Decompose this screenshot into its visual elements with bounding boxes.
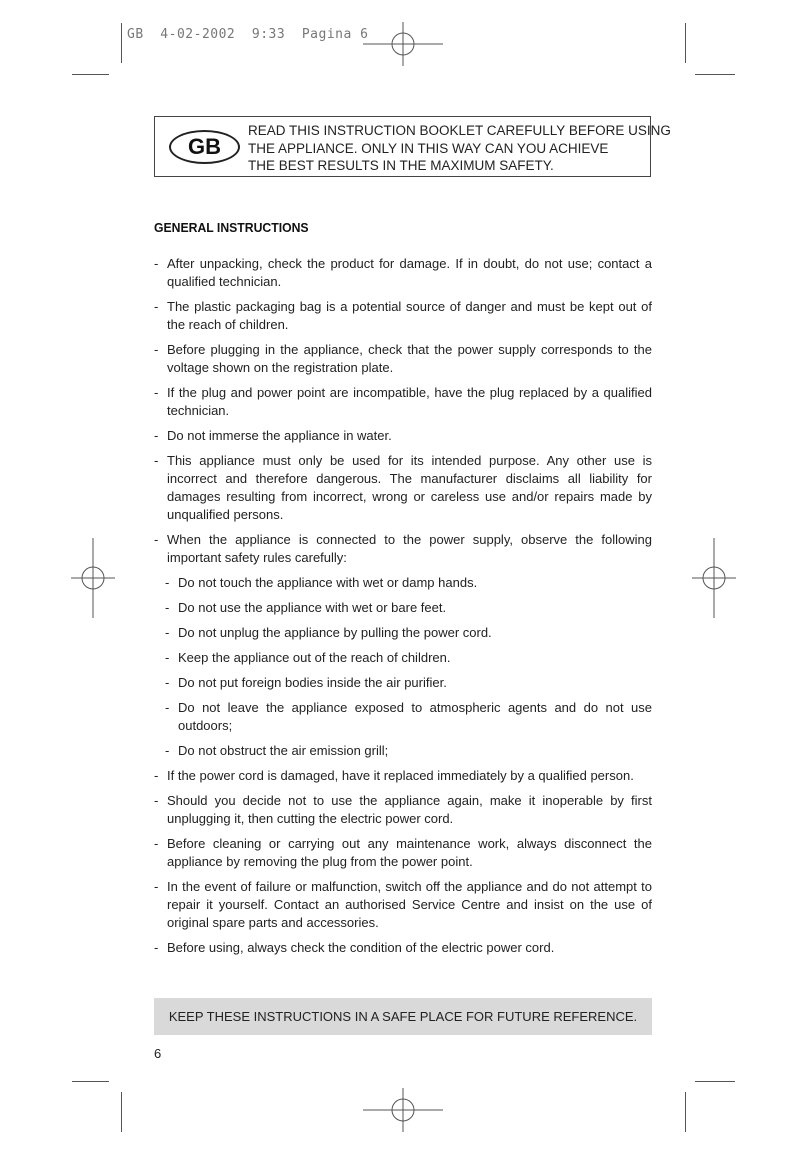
section-heading: GENERAL INSTRUCTIONS [154, 220, 309, 235]
registration-mark-top [363, 22, 443, 66]
crop-mark [685, 1092, 686, 1132]
list-item-text: Do not obstruct the air emission grill; [178, 743, 389, 758]
sub-list-item: - Keep the appliance out of the reach of children. [165, 650, 451, 665]
list-item-text: In the event of failure or malfunction, switch off the appliance and do not attempt to repair it yourself. Contact an authorised Service Centre and insist on the use of original spare parts and accessories. [167, 879, 652, 930]
list-item-text: Do not unplug the appliance by pulling the power cord. [178, 625, 492, 640]
list-item-text: When the appliance is connected to the power supply, observe the following important safety rules carefully: [167, 532, 652, 565]
list-item: - This appliance must only be used for its intended purpose. Any other use is incorrect and therefore dangerous. The manufacturer disclaims all liability for damages resulting from incorrect, wrong or careless use and/or repairs made by unqualified persons. [154, 453, 652, 522]
sub-list-item: - Do not put foreign bodies inside the air purifier. [165, 675, 447, 690]
notice-line: THE BEST RESULTS IN THE MAXIMUM SAFETY. [248, 158, 554, 173]
sub-list-item: - Do not unplug the appliance by pulling the power cord. [165, 625, 492, 640]
read-instructions-notice [154, 116, 671, 177]
notice-line: THE APPLIANCE. ONLY IN THIS WAY CAN YOU ACHIEVE [248, 140, 609, 156]
crop-mark [121, 1092, 122, 1132]
registration-mark-right [692, 538, 736, 618]
list-item: - If the power cord is damaged, have it replaced immediately by a qualified person. [154, 768, 634, 783]
instruction-list [154, 255, 652, 964]
list-item-text: Do not leave the appliance exposed to atmospheric agents and do not use outdoors; [178, 700, 652, 733]
list-item-text: This appliance must only be used for its intended purpose. Any other use is incorrect and therefore dangerous. The manufacturer disclaims all liability for damages resulting from incorrect, wrong or careless use and/or repairs made by unqualified persons. [167, 453, 652, 522]
list-item-text: If the plug and power point are incompatible, have the plug replaced by a qualified technician. [167, 385, 652, 418]
sub-list-item: - Do not use the appliance with wet or bare feet. [165, 600, 447, 615]
list-item: - After unpacking, check the product for damage. If in doubt, do not use; contact a qualified technician. [154, 256, 652, 289]
page-number: 6 [154, 1046, 162, 1061]
registration-mark-left [71, 538, 115, 618]
list-item-text: If the power cord is damaged, have it replaced immediately by a qualified person. [167, 768, 634, 783]
sub-list-item: - Do not leave the appliance exposed to atmospheric agents and do not use outdoors; [165, 700, 652, 733]
print-slug: GB 4-02-2002 9:33 Pagina 6 [127, 27, 369, 42]
registration-mark-bottom [363, 1088, 443, 1132]
list-item: - The plastic packaging bag is a potential source of danger and must be kept out of the reach of children. [154, 299, 652, 332]
list-item-text: Do not immerse the appliance in water. [167, 428, 392, 443]
crop-mark [695, 74, 735, 75]
list-item-text: Before cleaning or carrying out any maintenance work, always disconnect the appliance by removing the plug from the power point. [167, 836, 652, 869]
crop-mark [72, 1081, 109, 1082]
list-item: - Before cleaning or carrying out any maintenance work, always disconnect the appliance by removing the plug from the power point. [154, 836, 652, 869]
list-item: - Before plugging in the appliance, check that the power supply corresponds to the voltage shown on the registration plate. [154, 342, 652, 375]
list-item-text: Before using, always check the condition of the electric power cord. [167, 940, 555, 955]
crop-mark [695, 1081, 735, 1082]
list-item-text: Do not put foreign bodies inside the air purifier. [178, 675, 447, 690]
crop-mark [685, 23, 686, 63]
notice-line: READ THIS INSTRUCTION BOOKLET CAREFULLY BEFORE USING [248, 123, 671, 138]
language-badge: GB [169, 130, 240, 164]
list-item-text: After unpacking, check the product for damage. If in doubt, do not use; contact a qualified technician. [167, 256, 652, 289]
sub-list-item: - Do not touch the appliance with wet or damp hands. [165, 575, 478, 590]
list-item-text: Should you decide not to use the appliance again, make it inoperable by first unplugging it, then cutting the electric power cord. [167, 793, 652, 826]
list-item: - In the event of failure or malfunction, switch off the appliance and do not attempt to repair it yourself. Contact an authorised Service Centre and insist on the use of original spare parts and accessories. [154, 879, 652, 930]
notice-text [248, 122, 671, 175]
list-item: - If the plug and power point are incompatible, have the plug replaced by a qualified technician. [154, 385, 652, 418]
list-item: - Should you decide not to use the appliance again, make it inoperable by first unplugging it, then cutting the electric power cord. [154, 793, 652, 826]
list-item-text: Keep the appliance out of the reach of children. [178, 650, 451, 665]
list-item-text: Do not touch the appliance with wet or damp hands. [178, 575, 478, 590]
crop-mark [121, 23, 122, 63]
list-item: - Do not immerse the appliance in water. [154, 428, 392, 443]
sub-list-item: - Do not obstruct the air emission grill; [165, 743, 389, 758]
list-item-text: The plastic packaging bag is a potential source of danger and must be kept out of the reach of children. [167, 299, 652, 332]
list-item: - Before using, always check the condition of the electric power cord. [154, 940, 555, 955]
list-item-text: Before plugging in the appliance, check that the power supply corresponds to the voltage shown on the registration plate. [167, 342, 652, 375]
keep-instructions-note: KEEP THESE INSTRUCTIONS IN A SAFE PLACE FOR FUTURE REFERENCE. [154, 998, 652, 1035]
list-item: - When the appliance is connected to the power supply, observe the following important safety rules carefully: [154, 532, 652, 565]
crop-mark [72, 74, 109, 75]
list-item-text: Do not use the appliance with wet or bare feet. [178, 600, 447, 615]
